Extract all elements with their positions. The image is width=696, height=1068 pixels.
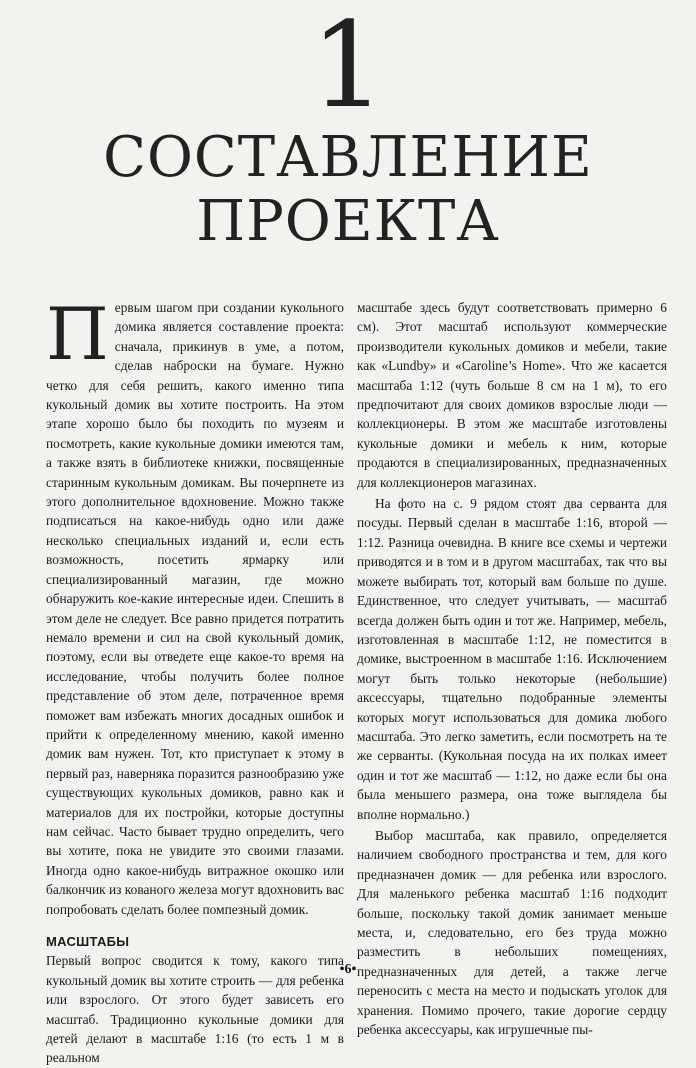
right-paragraph-3: Выбор масштаба, как правило, определяется наличием свободного пространства и тем, для кого предназначен домик — для ребенка или взрослого. Для маленького ребенка масштаб 1:16 подходит больше, поскольку такой домик занимает меньше места, и, следовательно, его без труда можно разместить в небольших помещениях, предназначенных для детей, а также легче переносить с места на место и подыскать уголок для хранения. Помимо прочего, такие дорогие сердцу ребенка аксессуары, как игрушечные пы-: [357, 827, 667, 1038]
page-number: •6•: [339, 962, 357, 977]
chapter-title-line-1: СОСТАВЛЕНИЕ: [103, 125, 593, 190]
scales-paragraph: Первый вопрос сводится к тому, какого типа кукольный домик вы хотите строить — для ребенка или взрослого. От этого будет зависеть его масштаб. Традиционно кукольные домики для детей делают в масштабе 1:16 (то есть 1 м в реальном: [46, 953, 344, 1066]
chapter-number: 1: [310, 0, 386, 134]
chapter-title-line-2: ПРОЕКТА: [196, 189, 500, 254]
intro-paragraph: [46, 292, 344, 919]
drop-cap: П: [46, 292, 109, 376]
left-column: [46, 292, 344, 1068]
intro-text: ервым шагом при создании кукольного домика является составление проекта: сначала, прикинув в уме, а потом, сделав наброски на бумаге. Нужно четко для себя решить, какого именно типа кукольный домик вы хотите построить. На этом этапе хорошо было бы походить по музеям и посмотреть, какие кукольные домики имеются там, а также взять в библиотеке книжки, посвященные старинным кукольным домикам. Вы почерпнете из этого дополнительное вдохновение. Можно также подписаться на какое-нибудь одно или даже несколько специальных изданий и, если есть возможность, посетить ярмарку или специализированный магазин, где можно обнаружить кое-какие интересные идеи. Спешить в этом деле не следует. Все равно придется потратить немало времени и сил на свой кукольный домик, поэтому, если вы отведете еще какое-то время на исследование, чтобы получить более полное представление об этом деле, потраченное время поможет вам избежать многих досадных ошибок и прийти к определенному мнению, какой именно домик вам нужен. Тот, кто приступает к этому в первый раз, наверняка поразится разнообразию уже существующих кукольных домиков, равно как и материалов для их постройки, которые доступны нам сейчас. Часто бывает трудно определить, чего вы хотите, пока не увидите это своими глазами. Иногда одно какое-нибудь витражное окошко или балкончик из кованого железа могут вдохновить вас попробовать сделать более помпезный домик.: [46, 300, 344, 917]
section-heading-scales: МАСШТАБЫ: [46, 934, 130, 949]
chapter-title: [0, 126, 696, 254]
right-paragraph-2: На фото на с. 9 рядом стоят два серванта для посуды. Первый сделан в масштабе 1:16, второй — 1:12. Разница очевидна. В книге все схемы и чертежи приводятся и в том и в другом масштабах, так что вы можете выбирать тот, который вам больше по душе. Единственное, что следует учитывать, — масштаб всегда должен быть один и тот же. Например, мебель, изготовленная в масштабе 1:12, не поместится в домике, выстроенном в масштабе 1:16. Исключением могут быть только некоторые (небольшие) аксессуары, тщательно подобранные элементы которых могут использоваться для домика любого масштаба. Это легко заметить, если посмотреть на те же серванты. (Кукольная посуда на их полках имеет один и тот же масштаб — 1:12, но даже если бы она была меньшего размера, она тоже выглядела бы вполне нормально.): [357, 496, 667, 822]
right-paragraph-1: масштабе здесь будут соответствовать примерно 6 см). Этот масштаб используют коммерческие производители кукольных домиков и мебели, такие как «Lundby» и «Caroline’s Home». Что же касается масштаба 1:12 (чуть больше 8 см на 1 м), то его предпочитают для своих домиков взрослые люди — коллекционеры. В этом же масштабе изготовлены кукольные домики и мебель к ним, которые продаются в специализированных, предназначенных для коллекционеров магазинах.: [357, 300, 667, 490]
right-column: [357, 298, 667, 1039]
